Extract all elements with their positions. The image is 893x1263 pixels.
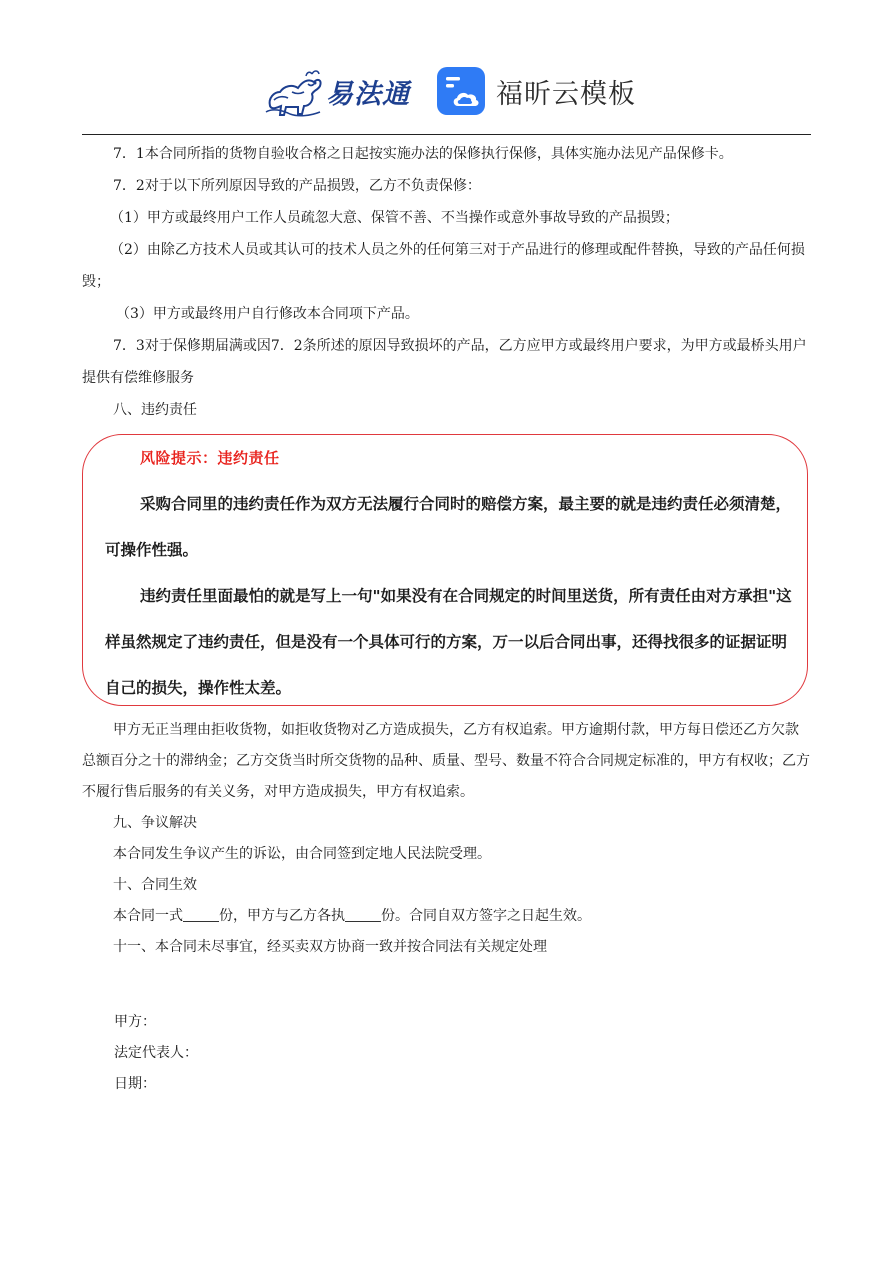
contract-body <box>82 138 811 426</box>
risk-warning-body <box>105 481 797 711</box>
contract-body-continued <box>82 715 811 963</box>
yifatong-logo-text: 易法通 <box>326 78 410 110</box>
effect-clause-part: 份。合同自双方签字之日起生效。 <box>381 908 591 924</box>
risk-warning-title: 风险提示：违约责任 <box>140 449 280 467</box>
risk-warning-paragraph: 采购合同里的违约责任作为双方无法履行合同时的赔偿方案，最主要的就是违约责任必须清楚，可操作性强。 <box>105 495 792 559</box>
effect-clause-part: 本合同一式 <box>113 908 183 924</box>
section-heading-breach: 八、违约责任 <box>113 402 197 418</box>
clause-7-2-item-2: （2）由除乙方技术人员或其认可的技术人员之外的任何第三对于产品进行的修理或配件替换，导致的产品任何损毁； <box>82 242 805 290</box>
clause-7-2-item-3: （3）甲方或最终用户自行修改本合同项下产品。 <box>116 306 419 322</box>
effect-clause-part: 份，甲方与乙方各执 <box>219 908 345 924</box>
copies-blank <box>183 907 219 922</box>
risk-warning-paragraph: 违约责任里面最怕的就是写上一句"如果没有在合同规定的时间里送货，所有责任由对方承担"这样虽然规定了违约责任，但是没有一个具体可行的方案，万一以后合同出事，还得找很多的证据证明自己的损失，操作性太差。 <box>105 587 792 697</box>
section-heading-misc: 十一、本合同未尽事宜，经买卖双方协商一致并按合同法有关规定处理 <box>113 939 547 955</box>
page-header <box>0 56 893 122</box>
legal-rep-label: 法定代表人： <box>114 1045 198 1061</box>
fuxin-logo <box>436 64 636 118</box>
section-heading-effect: 十、合同生效 <box>113 877 197 893</box>
risk-warning-box <box>82 434 808 706</box>
clause-7-1: 7．1本合同所指的货物自验收合格之日起按实施办法的保修执行保修，具体实施办法见产品保修卡。 <box>113 146 733 162</box>
qilin-icon <box>262 62 324 120</box>
party-a-label: 甲方： <box>114 1014 156 1030</box>
clause-7-2: 7．2对于以下所列原因导致的产品损毁，乙方不负责保修： <box>113 178 481 194</box>
section-heading-dispute: 九、争议解决 <box>113 815 197 831</box>
yifatong-logo <box>262 62 414 120</box>
breach-terms: 甲方无正当理由拒收货物，如拒收货物对乙方造成损失，乙方有权追索。甲方逾期付款，甲方每日偿还乙方欠款总额百分之十的滞纳金；乙方交货当时所交货物的品种、质量、型号、数量不符合合同规定标准的，甲方有权收；乙方不履行售后服务的有关义务，对甲方造成损失，甲方有权追索。 <box>82 722 810 800</box>
dispute-clause: 本合同发生争议产生的诉讼，由合同签到定地人民法院受理。 <box>113 846 491 862</box>
header-divider <box>82 134 811 135</box>
document-cloud-icon <box>436 66 486 116</box>
copies-each-blank <box>345 907 381 922</box>
effect-clause <box>82 901 811 932</box>
date-label: 日期： <box>114 1076 156 1092</box>
fuxin-logo-text: 福昕云模板 <box>496 78 636 110</box>
clause-7-2-item-1: （1）甲方或最终用户工作人员疏忽大意、保管不善、不当操作或意外事故导致的产品损毁； <box>110 210 679 226</box>
clause-7-3: 7．3对于保修期届满或因7．2条所述的原因导致损坏的产品，乙方应甲方或最终用户要求，为甲方或最桥头用户提供有偿维修服务 <box>82 338 807 386</box>
signature-block <box>114 1007 198 1100</box>
